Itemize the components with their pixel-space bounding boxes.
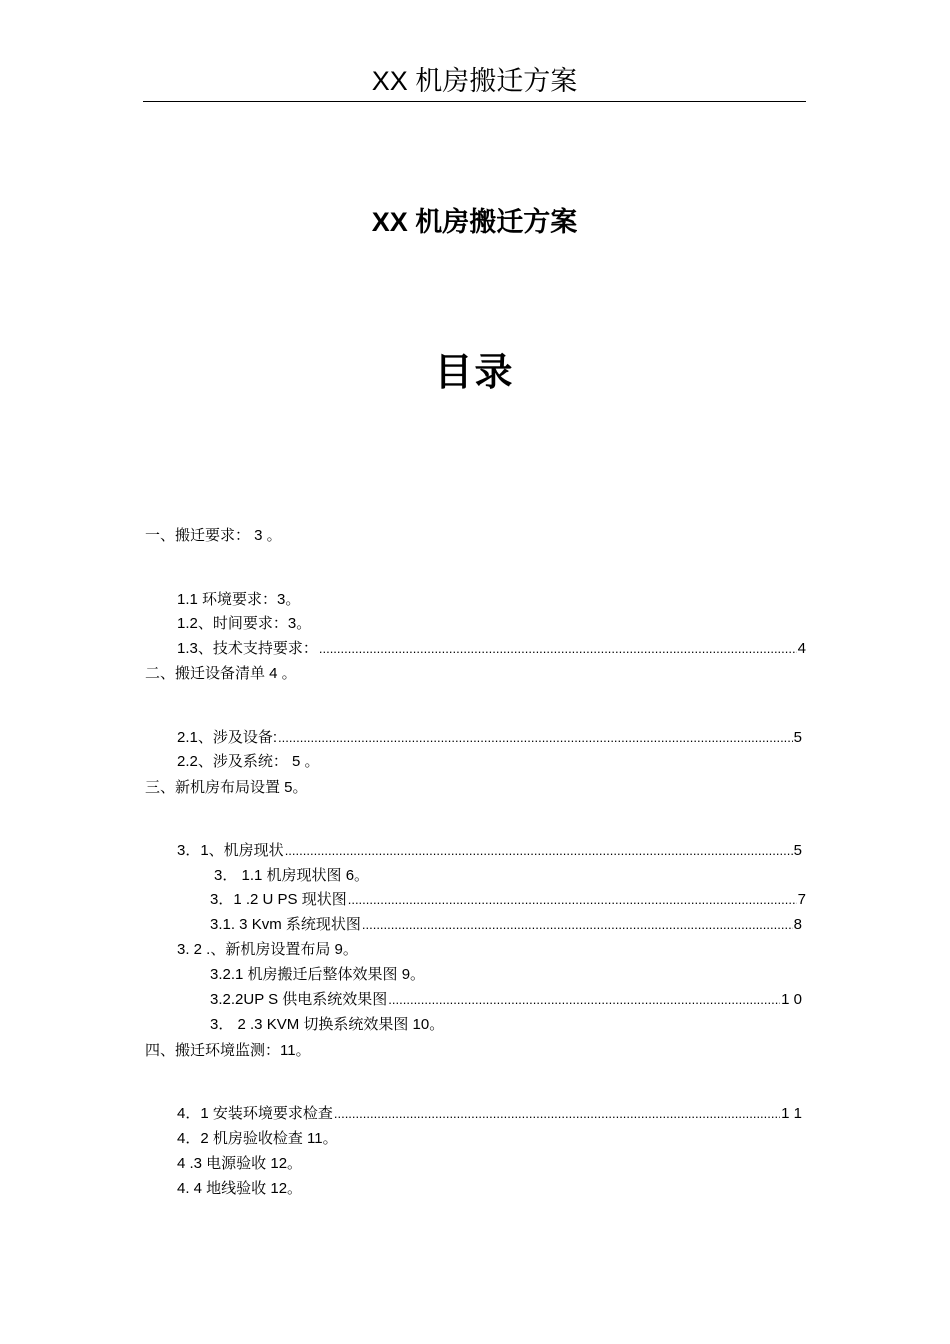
toc-entry-label: 四、搬迁环境监测：11｡ xyxy=(145,1042,304,1059)
toc-entry-4[interactable] xyxy=(145,1040,303,1062)
toc-entry-1-1[interactable] xyxy=(177,589,293,611)
toc-entry-4-4[interactable] xyxy=(177,1178,295,1200)
toc-page-number: 4 xyxy=(797,640,806,657)
toc-entry-3-1-3[interactable] xyxy=(210,914,802,936)
toc-entry-1-2[interactable] xyxy=(177,613,304,635)
toc-entry-label: 3. 2 .、新机房设置布局 9｡ xyxy=(177,941,351,958)
running-header-title: XX 机房搬迁方案 xyxy=(371,66,578,96)
toc-entry-3-2-2[interactable] xyxy=(210,989,802,1011)
toc-entry-label: 三、新机房布局设置 5｡ xyxy=(145,779,301,796)
toc-entry-label: 二、搬迁设备清单 4 ｡ xyxy=(145,665,290,682)
toc-page-number: 5 xyxy=(793,842,802,859)
toc-entry-label: 1.3、技术支持要求： xyxy=(177,640,318,657)
toc-entry-3-2-1[interactable] xyxy=(210,964,418,986)
toc-leader-dots xyxy=(348,889,797,911)
toc-entry-4-2[interactable] xyxy=(177,1128,330,1150)
toc-leader-dots xyxy=(285,840,793,862)
toc-entry-1[interactable] xyxy=(145,525,274,547)
toc-entry-label: 3． 2 .3 KVM 切换系统效果图 10｡ xyxy=(210,1016,437,1033)
toc-leader-dots xyxy=(362,914,793,936)
toc-entry-label: 4. 4 地线验收 12｡ xyxy=(177,1180,295,1197)
toc-entry-3-1-1[interactable] xyxy=(214,865,362,887)
toc-entry-3-1[interactable] xyxy=(177,840,802,862)
toc-entry-label: 一、搬迁要求： 3 ｡ xyxy=(145,527,275,544)
toc-entry-4-3[interactable] xyxy=(177,1153,295,1175)
document-title: XX 机房搬迁方案 xyxy=(371,207,578,237)
toc-entry-label: 3．1、机房现状 xyxy=(177,842,284,859)
toc-entry-3-2-3[interactable] xyxy=(210,1014,437,1036)
toc-entry-label: 1.1 环境要求：3｡ xyxy=(177,591,293,608)
toc-entry-label: 4．1 安装环境要求检查 xyxy=(177,1105,333,1122)
toc-entry-3[interactable] xyxy=(145,777,300,799)
toc-page-number: 5 xyxy=(793,729,802,746)
toc-page-number: 1 1 xyxy=(781,1105,802,1122)
header-rule xyxy=(143,101,806,102)
toc-leader-dots xyxy=(319,638,797,660)
toc-entry-label: 3.1. 3 Kvm 系统现状图 xyxy=(210,916,361,933)
toc-page-number: 1 0 xyxy=(781,991,802,1008)
toc-entry-label: 1.2、时间要求：3｡ xyxy=(177,615,304,632)
toc-entry-label: 3． 1.1 机房现状图 6｡ xyxy=(214,867,362,884)
toc-entry-2-2[interactable] xyxy=(177,751,312,773)
toc-entry-label: 3.2.1 机房搬迁后整体效果图 9｡ xyxy=(210,966,418,983)
toc-leader-dots xyxy=(334,1103,780,1125)
toc-leader-dots xyxy=(388,989,780,1011)
toc-entry-label: 2.2、涉及系统： 5 ｡ xyxy=(177,753,313,770)
toc-page-number: 8 xyxy=(793,916,802,933)
toc-entry-label: 4．2 机房验收检查 11｡ xyxy=(177,1130,331,1147)
toc-entry-label: 2.1、涉及设备: xyxy=(177,729,278,746)
toc-entry-label: 3．1 .2 U PS 现状图 xyxy=(210,891,347,908)
toc-heading: 目录 xyxy=(434,352,515,394)
toc-entry-2[interactable] xyxy=(145,663,289,685)
toc-entry-1-3[interactable] xyxy=(177,638,806,660)
toc-entry-3-2[interactable] xyxy=(177,939,350,961)
toc-entry-4-1[interactable] xyxy=(177,1103,802,1125)
toc-page-number: 7 xyxy=(797,891,806,908)
toc-entry-label: 3.2.2UP S 供电系统效果图 xyxy=(210,991,388,1008)
toc-entry-label: 4 .3 电源验收 12｡ xyxy=(177,1155,295,1172)
toc-entry-3-1-2[interactable] xyxy=(210,889,806,911)
toc-leader-dots xyxy=(278,727,793,749)
toc-entry-2-1[interactable] xyxy=(177,727,802,749)
